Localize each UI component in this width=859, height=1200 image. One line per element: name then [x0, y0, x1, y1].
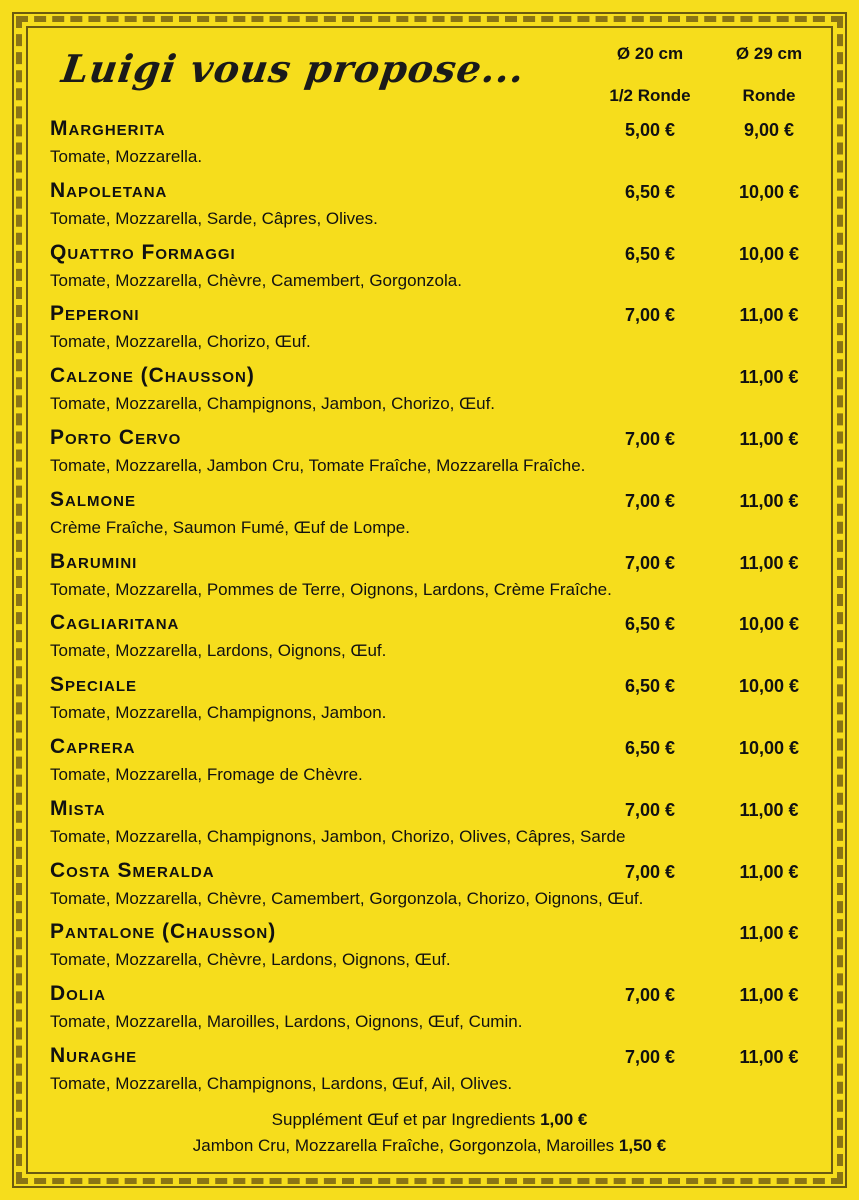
price-half: 6,50 €	[624, 181, 676, 202]
pizza-name: Pantalone (Chausson)	[50, 920, 277, 944]
price-round: 11,00 €	[739, 923, 799, 944]
menu-item	[50, 735, 820, 797]
pizza-name: Cagliaritana	[50, 611, 180, 635]
menu-item	[50, 550, 820, 612]
pizza-ingredients: Tomate, Mozzarella, Champignons, Jambon.	[50, 703, 387, 723]
price-round: 11,00 €	[739, 861, 799, 882]
menu-item	[50, 488, 820, 550]
column-header-half-size: Ø 20 cm	[616, 44, 684, 63]
pizza-name: Napoletana	[50, 178, 168, 202]
price-half: 7,00 €	[624, 861, 676, 882]
column-header-half-label: 1/2 Ronde	[609, 86, 691, 105]
price-round: 10,00 €	[738, 737, 800, 758]
supplement-1-price: 1,00 €	[540, 1110, 588, 1129]
menu-item	[50, 611, 820, 673]
pizza-ingredients: Tomate, Mozzarella, Pommes de Terre, Oignons, Lardons, Crème Fraîche.	[50, 579, 612, 599]
price-round: 11,00 €	[739, 305, 799, 326]
price-half: 7,00 €	[624, 552, 676, 573]
menu-item	[50, 920, 820, 982]
pizza-ingredients: Tomate, Mozzarella, Chorizo, Œuf.	[50, 332, 311, 352]
pizza-name: Peperoni	[50, 302, 140, 326]
menu-item	[50, 241, 820, 303]
price-round: 11,00 €	[739, 799, 799, 820]
column-header-round-size: Ø 29 cm	[735, 44, 803, 63]
pizza-name: Porto Cervo	[50, 425, 182, 449]
pizza-name: Nuraghe	[50, 1043, 138, 1067]
price-half: 7,00 €	[624, 1046, 676, 1067]
pizza-name: Calzone (Chausson)	[50, 364, 255, 388]
menu-item	[50, 302, 820, 364]
pizza-ingredients: Tomate, Mozzarella, Champignons, Lardons, Œuf, Ail, Olives.	[50, 1073, 513, 1093]
pizza-ingredients: Tomate, Mozzarella, Jambon Cru, Tomate Fraîche, Mozzarella Fraîche.	[50, 455, 586, 475]
price-half: 6,50 €	[624, 243, 676, 264]
price-half: 7,00 €	[624, 985, 676, 1006]
price-half: 6,50 €	[624, 614, 676, 635]
supplement-1-text: Supplément Œuf et par Ingredients	[271, 1110, 536, 1129]
pizza-ingredients: Tomate, Mozzarella, Chèvre, Camembert, Gorgonzola.	[50, 270, 462, 290]
price-half: 7,00 €	[624, 305, 676, 326]
supplement-line-2	[0, 1133, 859, 1159]
price-round: 11,00 €	[739, 552, 799, 573]
pizza-ingredients: Tomate, Mozzarella, Maroilles, Lardons, Oignons, Œuf, Cumin.	[50, 1012, 523, 1032]
menu-item	[50, 364, 820, 426]
price-half: 7,00 €	[624, 799, 676, 820]
price-round: 11,00 €	[739, 490, 799, 511]
pizza-ingredients: Tomate, Mozzarella, Champignons, Jambon, Chorizo, Œuf.	[50, 394, 496, 414]
price-half: 7,00 €	[624, 428, 676, 449]
pizza-name: Quattro Formaggi	[50, 240, 236, 264]
menu-item	[50, 117, 820, 179]
pizza-name: Caprera	[50, 734, 136, 758]
price-round: 11,00 €	[739, 428, 799, 449]
pizza-name: Speciale	[50, 673, 138, 697]
price-round: 10,00 €	[738, 243, 800, 264]
price-round: 11,00 €	[739, 1046, 799, 1067]
menu-item	[50, 859, 820, 921]
menu-title: Luigi vous propose...	[58, 46, 528, 91]
pizza-name: Salmone	[50, 487, 137, 511]
price-round: 11,00 €	[739, 985, 799, 1006]
pizza-name: Costa Smeralda	[50, 858, 215, 882]
price-half: 7,00 €	[624, 490, 676, 511]
column-header-round-label: Ronde	[742, 86, 796, 105]
pizza-ingredients: Tomate, Mozzarella, Chèvre, Lardons, Oignons, Œuf.	[50, 950, 451, 970]
pizza-ingredients: Tomate, Mozzarella, Chèvre, Camembert, Gorgonzola, Chorizo, Oignons, Œuf.	[50, 888, 644, 908]
pizza-name: Mista	[50, 796, 106, 820]
price-round: 9,00 €	[743, 120, 795, 140]
menu-item	[50, 673, 820, 735]
price-round: 10,00 €	[738, 614, 800, 635]
pizza-ingredients: Crème Fraîche, Saumon Fumé, Œuf de Lompe.	[50, 517, 410, 537]
pizza-list	[50, 117, 820, 1106]
pizza-name: Margherita	[50, 117, 166, 140]
supplements-note	[0, 1107, 859, 1159]
pizza-ingredients: Tomate, Mozzarella, Champignons, Jambon, Chorizo, Olives, Câpres, Sarde	[50, 826, 626, 846]
menu-item	[50, 179, 820, 241]
pizza-ingredients: Tomate, Mozzarella, Lardons, Oignons, Œuf.	[50, 641, 387, 661]
menu-item	[50, 1044, 820, 1106]
supplement-2-text: Jambon Cru, Mozzarella Fraîche, Gorgonzola, Maroilles	[192, 1136, 615, 1155]
pizza-ingredients: Tomate, Mozzarella, Fromage de Chèvre.	[50, 764, 363, 784]
price-round: 10,00 €	[738, 676, 800, 697]
menu-item	[50, 797, 820, 859]
price-half: 6,50 €	[624, 676, 676, 697]
supplement-2-price: 1,50 €	[618, 1136, 667, 1155]
pizza-name: Barumini	[50, 549, 138, 573]
price-round: 10,00 €	[738, 181, 800, 202]
pizza-ingredients: Tomate, Mozzarella.	[50, 147, 203, 166]
price-half: 5,00 €	[624, 120, 676, 140]
supplement-line-1	[0, 1107, 859, 1133]
menu-item	[50, 982, 820, 1044]
pizza-name: Dolia	[50, 982, 106, 1006]
menu-item	[50, 426, 820, 488]
pizza-ingredients: Tomate, Mozzarella, Sarde, Câpres, Olives.	[50, 208, 378, 228]
price-round: 11,00 €	[739, 367, 799, 388]
price-half: 6,50 €	[624, 737, 676, 758]
